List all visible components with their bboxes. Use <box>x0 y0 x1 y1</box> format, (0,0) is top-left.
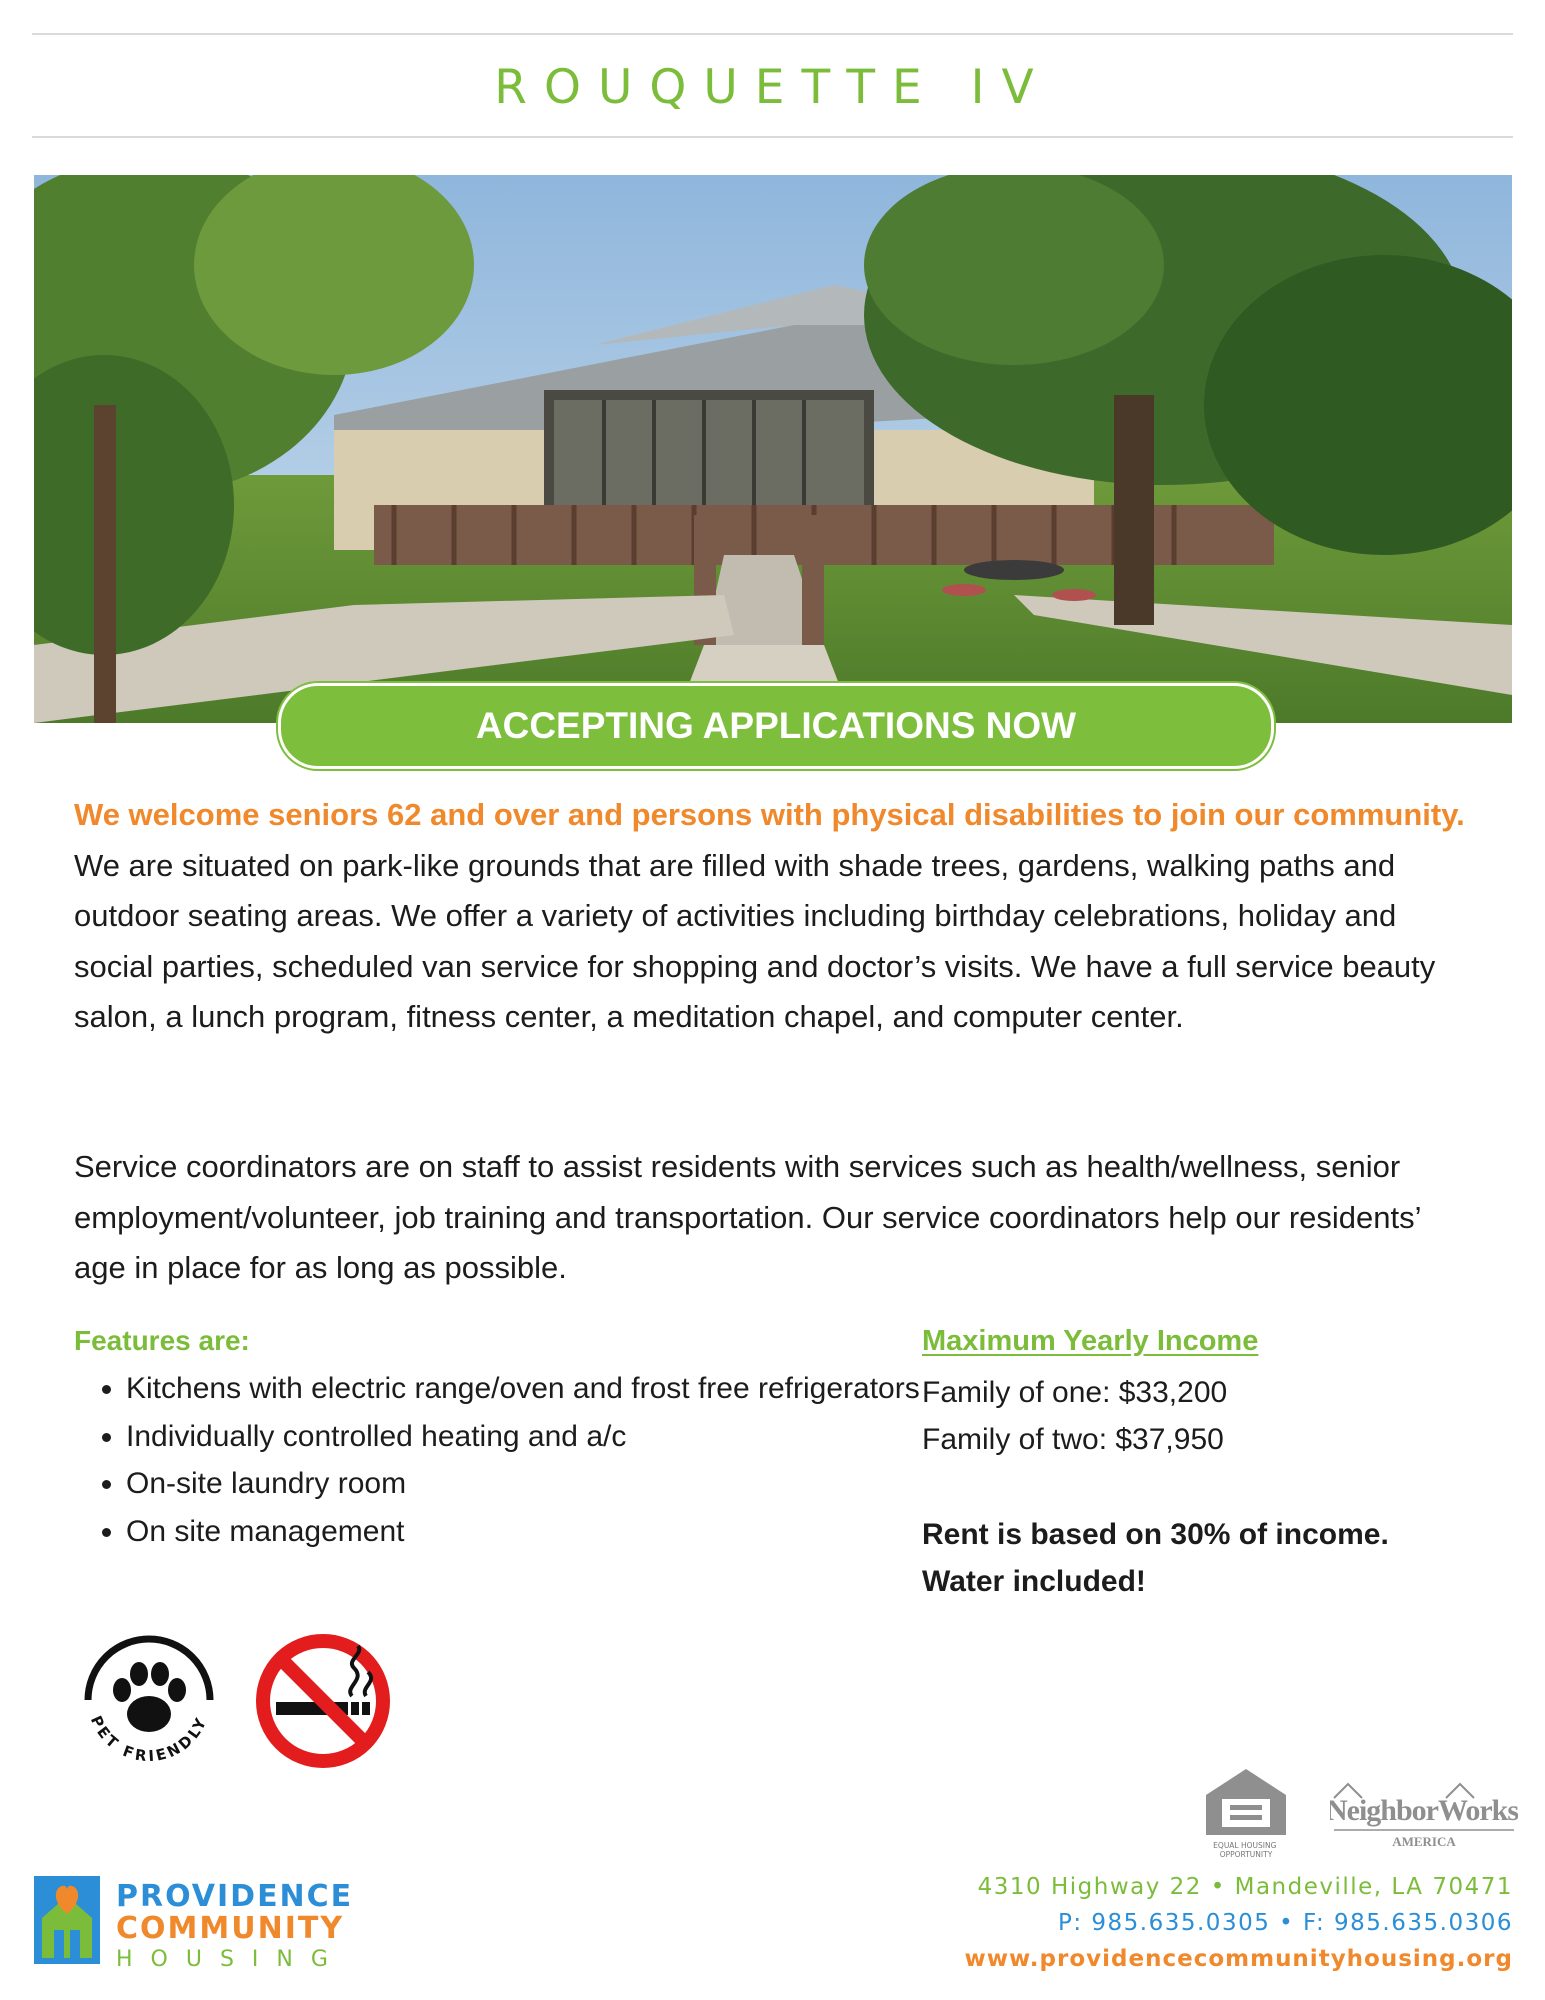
equal-housing-logo <box>1200 1765 1292 1861</box>
pet-friendly-label: PET FRIENDLY <box>86 1712 212 1766</box>
title-divider <box>32 136 1513 138</box>
pch-line2: COMMUNITY <box>116 1911 345 1946</box>
intro-paragraph <box>74 790 1474 1043</box>
rent-note: Rent is based on 30% of income. <box>922 1518 1389 1551</box>
pet-friendly-icon <box>78 1628 220 1773</box>
list-item: • On site management <box>126 1508 946 1556</box>
equal-housing-label: EQUAL HOUSING OPPORTUNITY <box>1213 1841 1277 1859</box>
page-title: ROUQUETTE IV <box>494 60 1051 115</box>
providence-logo <box>32 1870 392 1970</box>
pch-line3: HOUSING <box>116 1947 346 1970</box>
water-note: Water included! <box>922 1565 1146 1598</box>
top-divider <box>32 33 1513 35</box>
list-item: • Kitchens with electric range/oven and frost free refrigerators <box>126 1365 946 1413</box>
list-item: • Individually controlled heating and a/c <box>126 1413 946 1461</box>
income-heading: Maximum Yearly Income <box>922 1325 1259 1357</box>
neighborworks-sublabel: AMERICA <box>1392 1834 1456 1849</box>
accepting-applications-banner: ACCEPTING APPLICATIONS NOW <box>278 683 1274 769</box>
income-family-one: Family of one: $33,200 <box>922 1376 1228 1409</box>
address-text: 4310 Highway 22 • Mandeville, LA 70471 <box>977 1874 1513 1900</box>
list-item: • On-site laundry room <box>126 1460 946 1508</box>
pch-line1: PROVIDENCE <box>116 1879 354 1914</box>
income-family-two: Family of two: $37,950 <box>922 1423 1224 1456</box>
features-heading: Features are: <box>74 1325 250 1356</box>
service-paragraph: Service coordinators are on staff to assist residents with services such as health/wellness, senior employment/volunteer, job training and transportation. Our service coordinators help our residents’ age in place for as long as possible. <box>74 1149 1421 1285</box>
neighborworks-label: NeighborWorks <box>1330 1794 1518 1827</box>
neighborworks-logo <box>1330 1770 1518 1850</box>
features-list <box>74 1365 946 1555</box>
website-link[interactable]: www.providencecommunityhousing.org <box>964 1946 1513 1972</box>
no-smoking-icon <box>254 1632 392 1770</box>
intro-lead: We welcome seniors 62 and over and persons with physical disabilities to join our community. <box>74 797 1465 832</box>
hero-photo <box>34 175 1512 723</box>
intro-body: We are situated on park-like grounds that are filled with shade trees, gardens, walking paths and outdoor seating areas. We offer a variety of activities including birthday celebrations, holiday and social parties, scheduled van service for shopping and doctor’s visits. We have a full service beauty salon, a lunch program, fitness center, a meditation chapel, and computer center. <box>74 847 1436 1034</box>
phone-fax-text: P: 985.635.0305 • F: 985.635.0306 <box>1057 1910 1513 1936</box>
